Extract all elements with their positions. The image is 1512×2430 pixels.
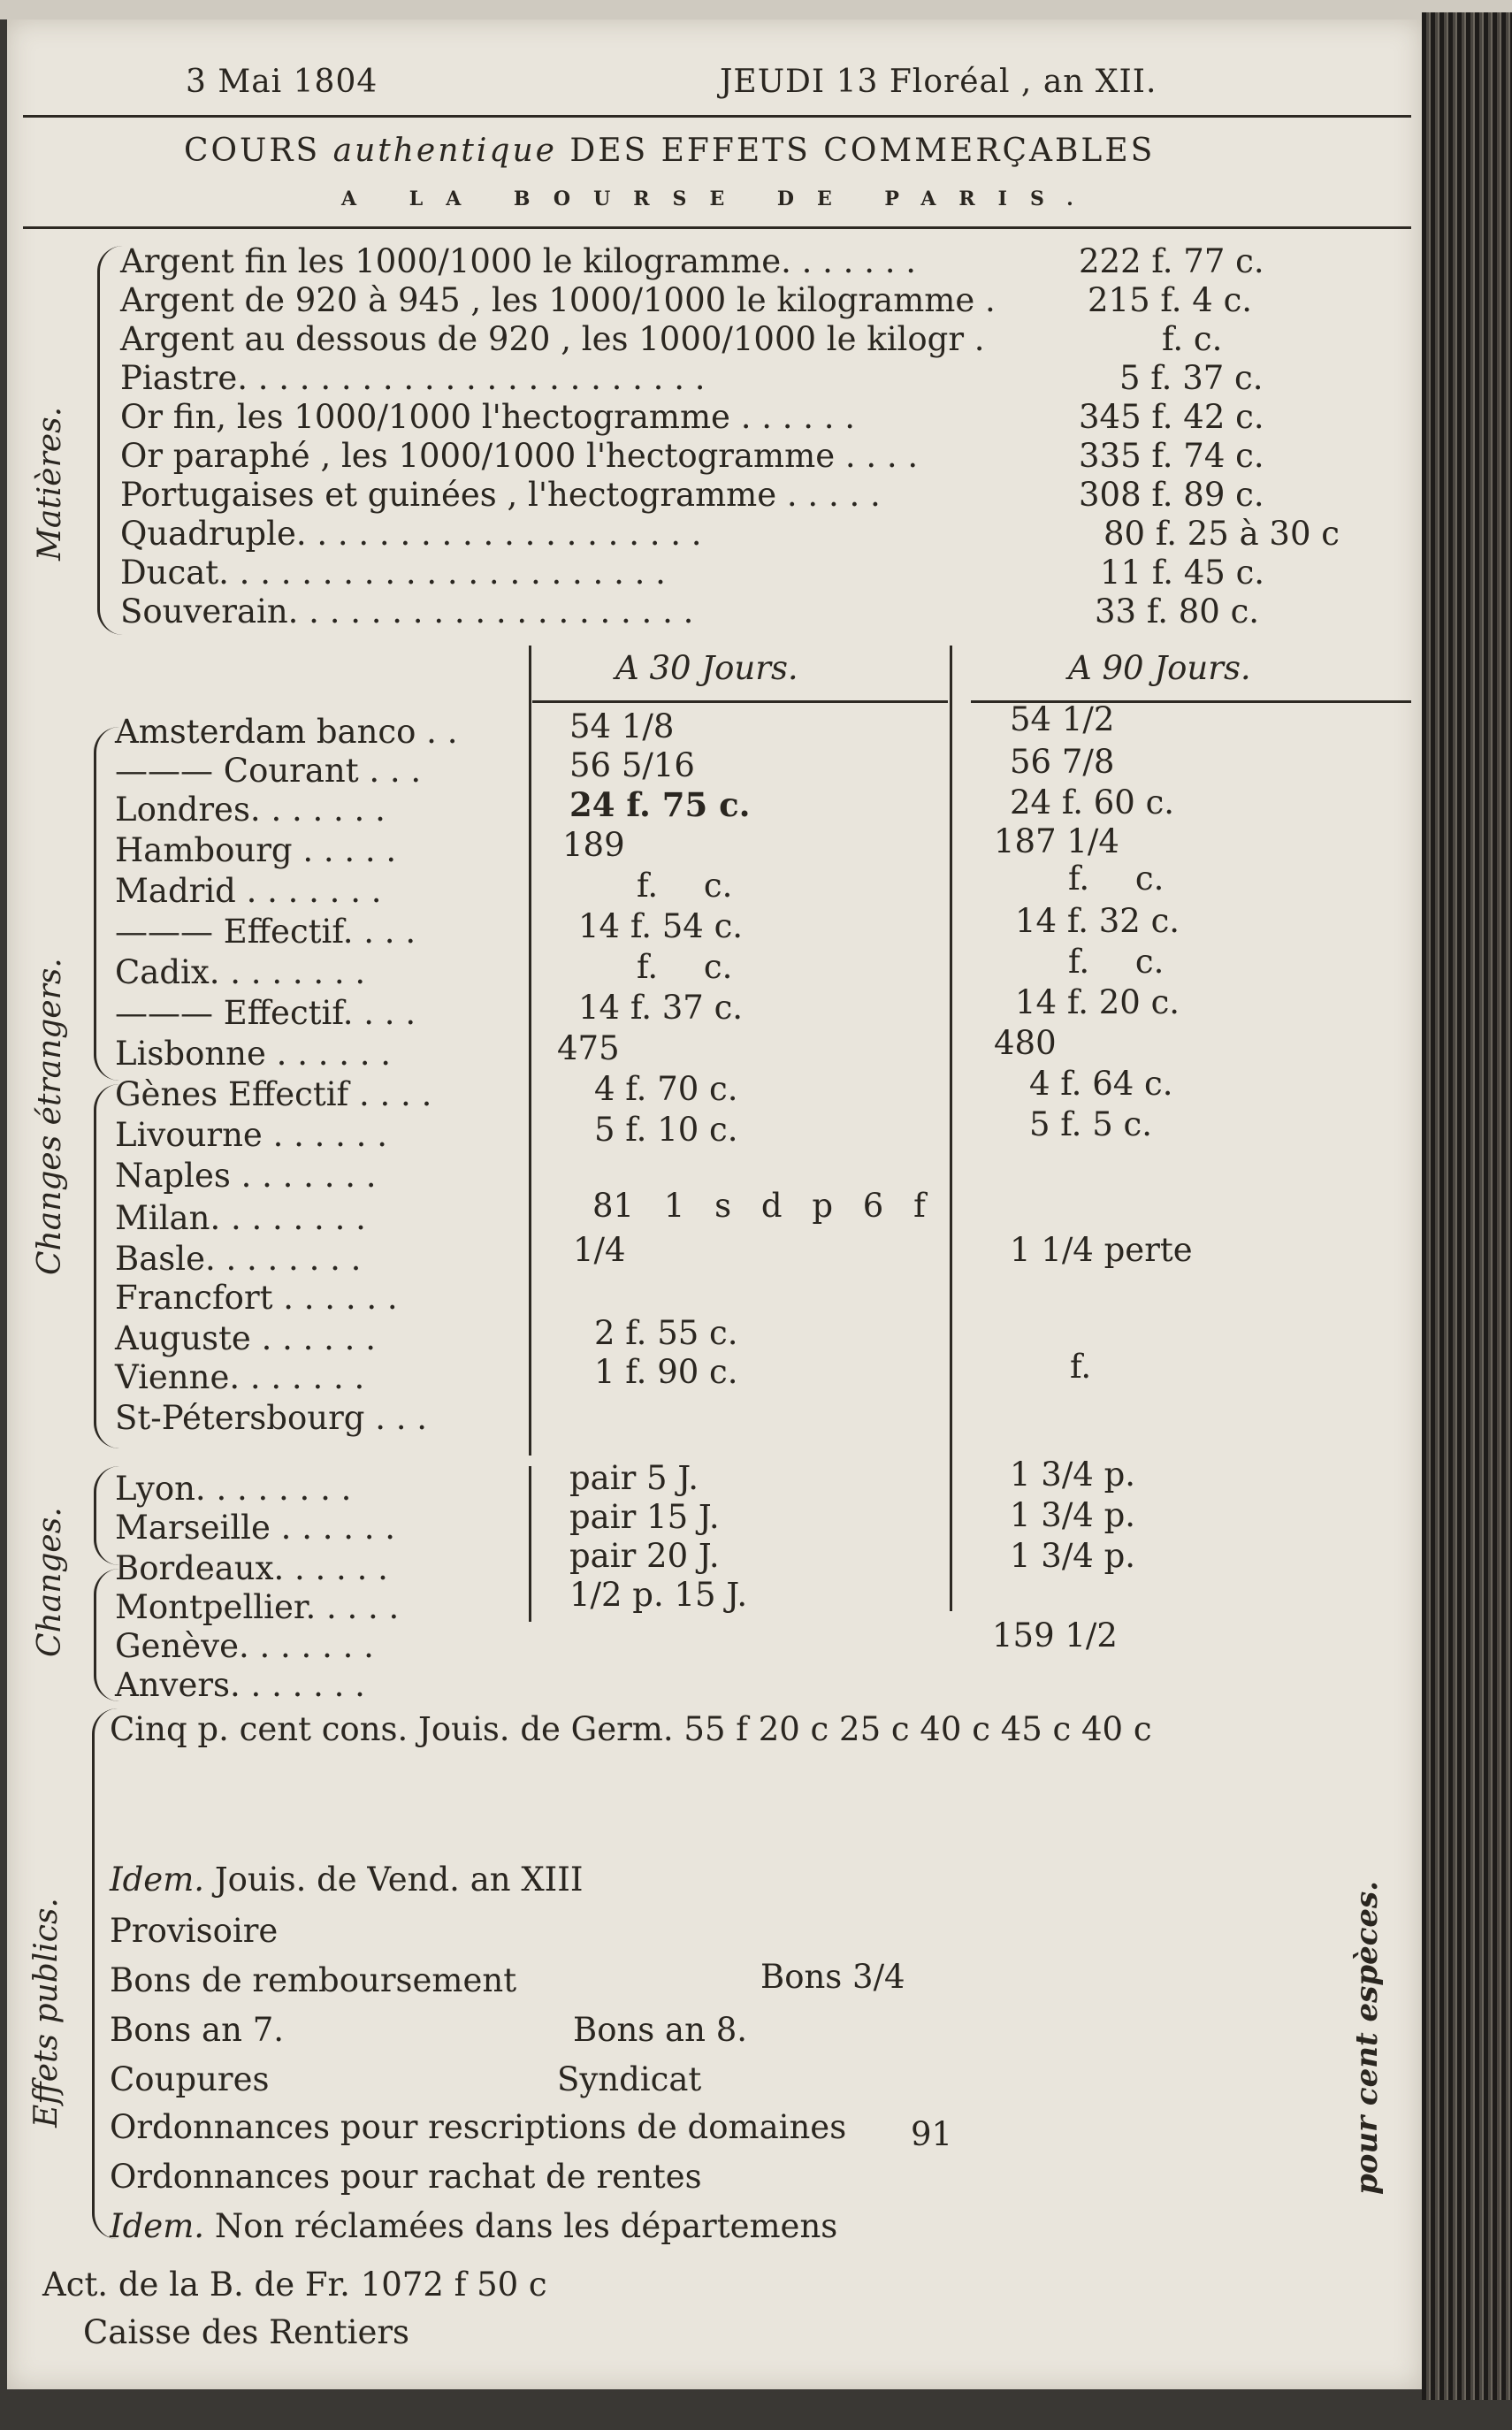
idem-label: Idem. xyxy=(110,2207,205,2245)
title-rule xyxy=(23,226,1411,229)
rate-30-jours: f. c. xyxy=(637,948,733,986)
rate-30-jours: 475 xyxy=(557,1029,620,1067)
rate-90-jours: 5 f. 5 c. xyxy=(1029,1105,1152,1143)
exchange-place: Auguste . . . . . . xyxy=(115,1319,376,1357)
column-divider-middle xyxy=(950,646,952,1611)
matiere-value: 5 f. 37 c. xyxy=(1119,359,1264,397)
side-note-pour-cent-especes: pour cent espèces. xyxy=(1349,1880,1385,2195)
rate-30-jours: 1/4 xyxy=(573,1231,626,1269)
rate-90-jours: 159 1/2 xyxy=(992,1616,1118,1654)
rate-30-jours: pair 5 J. xyxy=(569,1459,699,1497)
exchange-place: ——— Effectif. . . . xyxy=(115,913,416,951)
rate-30-jours: 14 f. 37 c. xyxy=(578,989,744,1027)
rate-30-jours: f. c. xyxy=(637,867,733,905)
section-label-changes-etrangers: Changes étrangers. xyxy=(32,958,68,1275)
exchange-place: Vienne. . . . . . . xyxy=(115,1358,365,1396)
book-page-edges xyxy=(1422,12,1512,2400)
rate-90-jours: 480 xyxy=(994,1024,1057,1062)
effet-ordonnances-rescriptions-value: 91 xyxy=(911,2115,953,2153)
matiere-name: Ducat. . . . . . . . . . . . . . . . . . . . . . xyxy=(120,554,666,592)
exchange-place: St-Pétersbourg . . . xyxy=(115,1399,428,1437)
rate-30-jours: 1/2 p. 15 J. xyxy=(569,1576,748,1614)
idem-label: Idem. xyxy=(110,1861,205,1899)
exchange-place: ——— Courant . . . xyxy=(115,752,422,790)
exchange-place: Francfort . . . . . . xyxy=(115,1279,398,1317)
rate-90-jours: f. xyxy=(1070,1348,1092,1386)
exchange-place: Genève. . . . . . . xyxy=(115,1627,374,1665)
top-background xyxy=(0,0,1512,19)
rate-30-jours: 56 5/16 xyxy=(569,746,695,784)
matiere-value: 215 f. 4 c. xyxy=(1088,281,1253,319)
exchange-place: Anvers. . . . . . . xyxy=(115,1666,365,1704)
exchange-place: Amsterdam banco . . xyxy=(115,713,458,751)
effet-provisoire: Provisoire xyxy=(110,1912,279,1950)
matiere-name: Argent au dessous de 920 , les 1000/1000 le kilogr . xyxy=(120,320,985,358)
effet-cinq-pour-cent: Cinq p. cent cons. Jouis. de Germ. 55 f 20 c 25 c 40 c 45 c 40 c xyxy=(110,1710,1152,1748)
column-divider-left-lower xyxy=(529,1466,531,1622)
rate-90-jours: 24 f. 60 c. xyxy=(1010,783,1175,821)
effet-coupures: Coupures xyxy=(110,2060,270,2098)
exchange-place: Montpellier. . . . . xyxy=(115,1588,400,1626)
effet-bons-an-8: Bons an 8. xyxy=(573,2011,747,2049)
matiere-name: Argent de 920 à 945 , les 1000/1000 le kilogramme . xyxy=(120,281,996,319)
rate-90-jours: 4 f. 64 c. xyxy=(1029,1065,1173,1103)
matiere-value: 335 f. 74 c. xyxy=(1079,437,1264,475)
rate-30-jours: 189 xyxy=(562,826,625,864)
page-title xyxy=(184,133,1155,169)
matiere-name: Piastre. . . . . . . . . . . . . . . . . . . . . . . xyxy=(120,359,706,397)
effet-bons-trois-quarts: Bons 3/4 xyxy=(760,1958,905,1996)
exchange-place: Madrid . . . . . . . xyxy=(115,872,382,910)
matiere-name: Or fin, les 1000/1000 l'hectogramme . . . . . . xyxy=(120,398,856,436)
exchange-place: Gènes Effectif . . . . xyxy=(115,1075,432,1113)
effet-syndicat: Syndicat xyxy=(557,2060,702,2098)
section-label-matieres: Matières. xyxy=(32,406,68,561)
exchange-place: ——— Effectif. . . . xyxy=(115,994,416,1032)
matiere-value: 33 f. 80 c. xyxy=(1095,592,1260,630)
rate-30-jours: 24 f. 75 c. xyxy=(569,785,751,824)
idem-text: Non réclamées dans les départemens xyxy=(214,2207,838,2245)
matiere-value: f. c. xyxy=(1162,320,1223,358)
column-header-30-jours: A 30 Jours. xyxy=(615,649,798,687)
title-word-cours: COURS xyxy=(184,133,321,169)
section-label-effets-publics: Effets publics. xyxy=(28,1898,65,2128)
rate-90-jours: 1 1/4 perte xyxy=(1010,1231,1193,1269)
matiere-name: Or paraphé , les 1000/1000 l'hectogramme . . . . xyxy=(120,437,919,475)
matiere-name: Souverain. . . . . . . . . . . . . . . . . . . . xyxy=(120,592,694,630)
brace-matieres xyxy=(97,246,123,635)
idem-text: Jouis. de Vend. an XIII xyxy=(214,1861,584,1899)
page-subtitle: A LA BOURSE DE PARIS. xyxy=(341,187,1096,210)
exchange-place: Livourne . . . . . . xyxy=(115,1116,387,1154)
rate-30-jours: 5 f. 10 c. xyxy=(594,1111,738,1149)
action-banque-de-france: Act. de la B. de Fr. 1072 f 50 c xyxy=(42,2266,547,2304)
exchange-place: Marseille . . . . . . xyxy=(115,1509,396,1547)
rate-90-jours: 1 3/4 p. xyxy=(1010,1496,1136,1534)
matiere-value: 345 f. 42 c. xyxy=(1079,398,1264,436)
effet-bons-an-7: Bons an 7. xyxy=(110,2011,284,2049)
rate-30-jours: pair 15 J. xyxy=(569,1498,720,1536)
rate-90-jours: 1 3/4 p. xyxy=(1010,1537,1136,1575)
effet-ordonnances-rachat: Ordonnances pour rachat de rentes xyxy=(110,2158,702,2196)
rule-30-jours xyxy=(532,700,948,703)
column-divider-left xyxy=(529,646,531,1456)
matiere-name: Quadruple. . . . . . . . . . . . . . . . . . . . xyxy=(120,515,702,553)
exchange-place: Lisbonne . . . . . . xyxy=(115,1035,392,1073)
matiere-name: Portugaises et guinées , l'hectogramme . . . . . xyxy=(120,476,881,514)
exchange-place: Lyon. . . . . . . . xyxy=(115,1470,352,1508)
rate-90-jours: f. c. xyxy=(1068,860,1165,898)
exchange-place: Basle. . . . . . . . xyxy=(115,1240,362,1278)
matiere-value: 80 f. 25 à 30 c xyxy=(1103,515,1340,553)
rate-90-jours: f. c. xyxy=(1068,943,1165,981)
exchange-place: Hambourg . . . . . xyxy=(115,831,397,869)
column-header-90-jours: A 90 Jours. xyxy=(1068,649,1251,687)
rate-90-jours: 14 f. 32 c. xyxy=(1015,902,1180,940)
rate-30-jours: 54 1/8 xyxy=(569,707,675,745)
effet-idem-vendemiaire xyxy=(110,1861,584,1899)
rate-30-jours: 14 f. 54 c. xyxy=(578,907,744,945)
header-rule xyxy=(23,115,1411,118)
title-word-authentique: authentique xyxy=(332,133,557,169)
caisse-des-rentiers: Caisse des Rentiers xyxy=(83,2313,410,2351)
exchange-place: Milan. . . . . . . . xyxy=(115,1199,366,1237)
exchange-place: Naples . . . . . . . xyxy=(115,1157,377,1195)
rate-90-jours: 1 3/4 p. xyxy=(1010,1456,1136,1494)
rate-30-jours: 1 f. 90 c. xyxy=(594,1353,738,1391)
rate-30-jours: 2 f. 55 c. xyxy=(594,1314,738,1352)
rate-90-jours: 187 1/4 xyxy=(994,822,1119,860)
section-label-changes: Changes. xyxy=(32,1507,68,1657)
title-word-effets: DES EFFETS COMMERÇABLES xyxy=(569,133,1156,169)
exchange-place: Londres. . . . . . . xyxy=(115,791,386,829)
printed-page xyxy=(7,19,1422,2389)
rate-30-jours: 81 1 s d p 6 f xyxy=(592,1187,926,1225)
matiere-value: 222 f. 77 c. xyxy=(1079,242,1264,280)
effet-bons-remboursement: Bons de remboursement xyxy=(110,1961,517,1999)
rate-90-jours: 56 7/8 xyxy=(1010,743,1115,781)
exchange-place: Cadix. . . . . . . . xyxy=(115,953,366,991)
exchange-place: Bordeaux. . . . . . xyxy=(115,1549,388,1587)
effet-ordonnances-rescriptions: Ordonnances pour rescriptions de domaines xyxy=(110,2108,847,2146)
matiere-value: 308 f. 89 c. xyxy=(1079,476,1264,514)
date-gregorian: 3 Mai 1804 xyxy=(186,64,378,100)
rate-30-jours: pair 20 J. xyxy=(569,1537,720,1575)
rate-30-jours: 4 f. 70 c. xyxy=(594,1070,738,1108)
matiere-value: 11 f. 45 c. xyxy=(1100,554,1265,592)
date-republican: JEUDI 13 Floréal , an XII. xyxy=(720,64,1157,100)
effet-idem-non-reclamees xyxy=(110,2207,837,2245)
matiere-name: Argent fin les 1000/1000 le kilogramme. . . . . . . xyxy=(120,242,916,280)
rate-90-jours: 14 f. 20 c. xyxy=(1015,983,1180,1021)
rate-90-jours: 54 1/2 xyxy=(1010,700,1115,738)
